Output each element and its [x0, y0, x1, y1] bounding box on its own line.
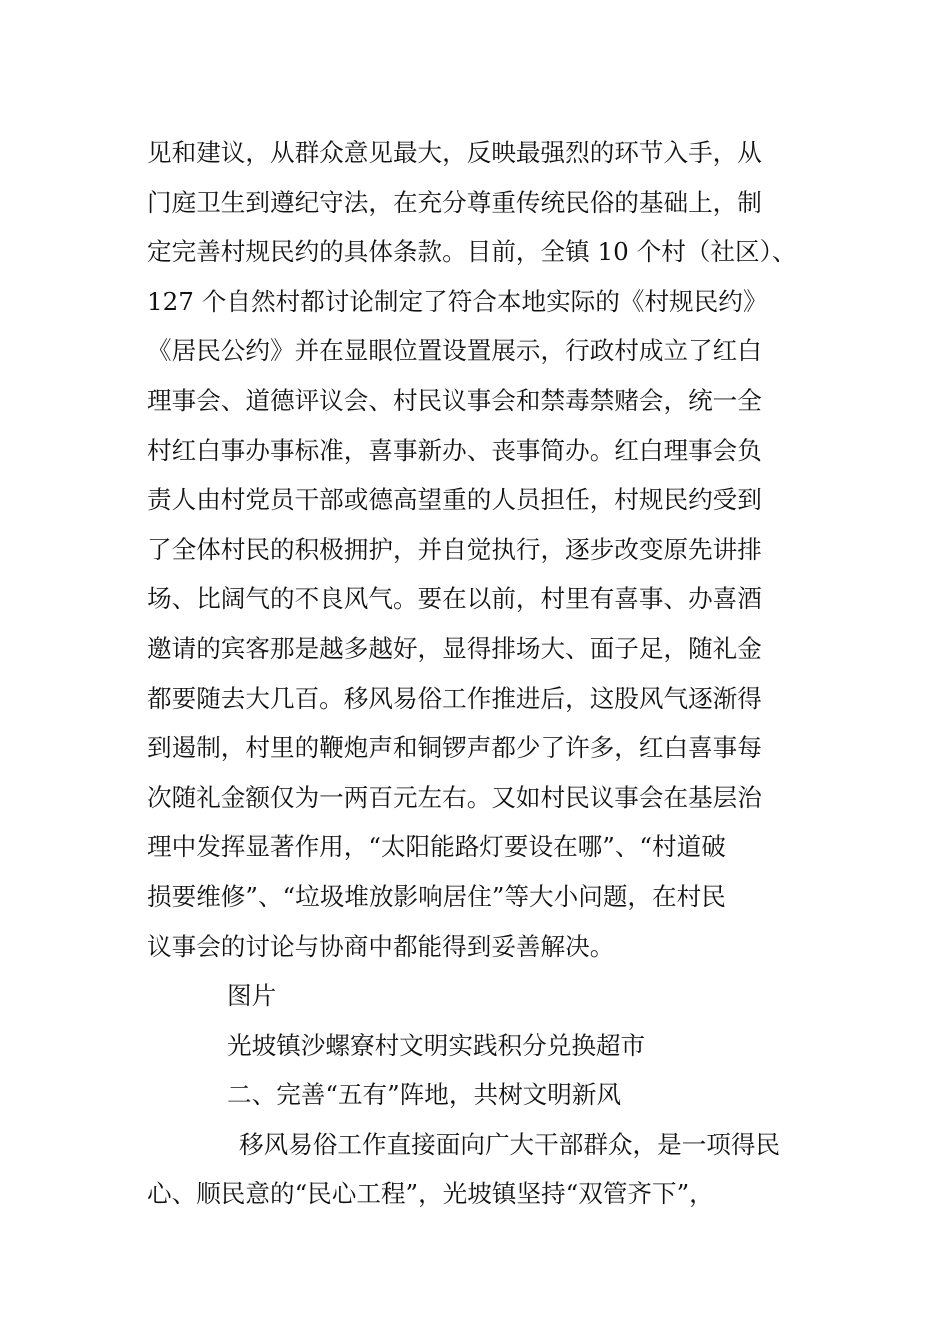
paragraph-1 [147, 128, 847, 971]
text-line: 见和建议，从群众意见最大，反映最强烈的环节入手，从 [147, 138, 762, 167]
document-body [147, 128, 847, 1219]
text-line: 移风易俗工作直接面向广大干部群众，是一项得民 [239, 1129, 781, 1159]
text-line: 责人由村党员干部或德高望重的人员担任，村规民约受到 [147, 485, 762, 515]
section-heading: 二、完善“五有”阵地，共树文明新风 [227, 1080, 622, 1110]
text-line: 127 个自然村都讨论制定了符合本地实际的《村规民约》 [147, 286, 768, 316]
text-line: 《居民公约》并在显眼位置设置展示，行政村成立了红白 [147, 336, 762, 366]
text-line: 理事会、道德评议会、村民议事会和禁毒禁赌会，统一全 [147, 385, 762, 415]
text-line: 场、比阔气的不良风气。要在以前，村里有喜事、办喜酒 [147, 584, 762, 614]
text-line: 都要随去大几百。移风易俗工作推进后，这股风气逐渐得 [147, 683, 762, 713]
image-caption: 光坡镇沙螺寮村文明实践积分兑换超市 [227, 1030, 646, 1060]
text-line: 次随礼金额仅为一两百元左右。又如村民议事会在基层治 [147, 782, 762, 812]
text-line: 到遏制，村里的鞭炮声和铜锣声都少了许多，红白喜事每 [147, 733, 762, 763]
paragraph-2 [147, 1120, 847, 1219]
text-line: 了全体村民的积极拥护，并自觉执行，逐步改变原先讲排 [147, 534, 762, 564]
text-line: 定完善村规民约的具体条款。目前，全镇 10 个村（社区）、 [147, 237, 797, 267]
text-line: 理中发挥显著作用，“太阳能路灯要设在哪”、“村道破 [147, 832, 726, 862]
text-line: 邀请的宾客那是越多越好，显得排场大、面子足，随礼金 [147, 633, 762, 663]
text-line: 心、顺民意的“民心工程”，光坡镇坚持“双管齐下”， [147, 1179, 714, 1209]
image-placeholder-label: 图片 [227, 981, 277, 1011]
text-line: 议事会的讨论与协商中都能得到妥善解决。 [147, 931, 615, 961]
text-line: 村红白事办事标准，喜事新办、丧事简办。红白理事会负 [147, 435, 762, 465]
text-line: 损要维修”、“垃圾堆放影响居住”等大小问题，在村民 [147, 881, 726, 911]
text-line: 门庭卫生到遵纪守法，在充分尊重传统民俗的基础上，制 [147, 187, 762, 217]
